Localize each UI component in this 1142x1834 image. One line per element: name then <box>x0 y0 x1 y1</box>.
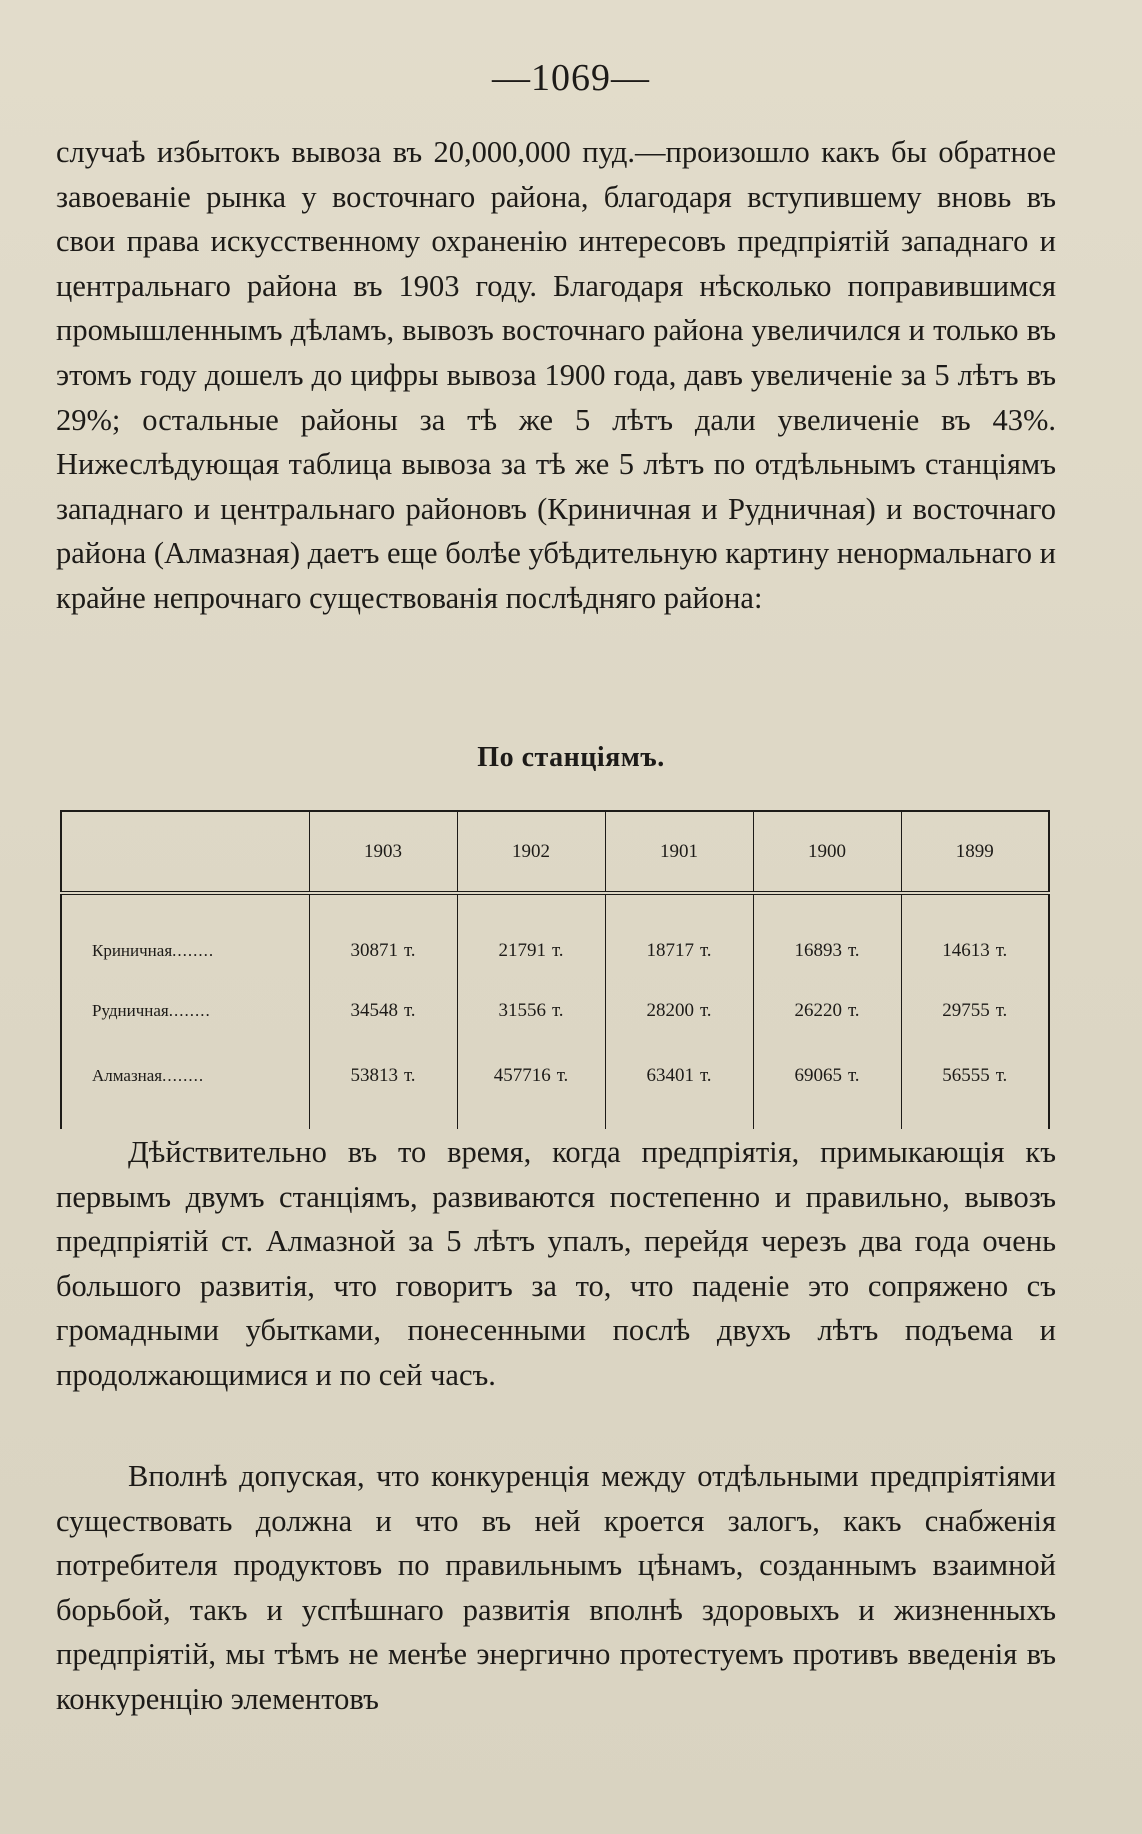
table-row <box>61 893 1049 981</box>
header-year: 1903 <box>309 811 457 893</box>
unit: т. <box>699 1065 712 1086</box>
value-cell <box>309 1041 457 1129</box>
value: 18717 <box>646 940 694 961</box>
value: 26220 <box>794 1000 842 1021</box>
value: 63401 <box>646 1065 694 1086</box>
value: 16893 <box>794 940 842 961</box>
unit: т. <box>699 940 712 961</box>
dot-leader <box>172 941 214 960</box>
value: 56555 <box>942 1065 990 1086</box>
value: 29755 <box>942 1000 990 1021</box>
table-row <box>61 981 1049 1041</box>
header-year: 1899 <box>901 811 1049 893</box>
station-name: Криничная <box>92 941 173 960</box>
unit: т. <box>403 940 416 961</box>
table-title: По станцiямъ. <box>477 742 665 773</box>
paragraph-intro: случаѣ избытокъ вывоза въ 20,000,000 пуд.—произошло какъ бы обратное завоеванiе рынка у восточнаго района, благодаря вступившему вновь въ свои права искусственному охраненiю интересовъ предпрiятiй западнаго и центральнаго района въ 1903 году. Благодаря нѣсколько поправившимся промышленнымъ дѣламъ, вывозъ восточнаго района увеличился и только въ этомъ году дошелъ до цифры вывоза 1900 года, давъ увеличенiе за 5 лѣтъ въ 29%; остальные районы за тѣ же 5 лѣтъ дали увеличенiе въ 43%. Нижеслѣдующая таблица вывоза за тѣ же 5 лѣтъ по отдѣльнымъ станцiямъ западнаго и центральнаго районовъ (Криничная и Рудничная) и восточнаго района (Алмазная) даетъ еще болѣе убѣдительную картину ненормальнаго и крайне непрочнаго существованiя послѣдняго района: <box>56 135 1056 615</box>
unit: т. <box>551 1000 564 1021</box>
value-cell <box>753 1041 901 1129</box>
value-cell <box>605 981 753 1041</box>
header-year: 1900 <box>753 811 901 893</box>
value: 21791 <box>498 940 546 961</box>
unit: т. <box>551 940 564 961</box>
unit: т. <box>403 1065 416 1086</box>
value-cell <box>605 893 753 981</box>
value-cell <box>309 893 457 981</box>
unit: т. <box>699 1000 712 1021</box>
unit: т. <box>847 1065 860 1086</box>
value: 457716 <box>493 1065 551 1086</box>
unit: т. <box>995 1000 1008 1021</box>
station-name: Алмазная <box>92 1066 163 1085</box>
value-cell <box>901 1041 1049 1129</box>
station-name-cell <box>61 981 309 1041</box>
unit: т. <box>403 1000 416 1021</box>
value: 28200 <box>646 1000 694 1021</box>
paragraph-analysis: Дѣйствительно въ то время, когда предпрiятiя, примыкающiя къ первымъ двумъ станцiямъ, развиваются постепенно и правильно, вывозъ предпрiятiй ст. Алмазной за 5 лѣтъ упалъ, перейдя черезъ два года очень большого развитiя, что говоритъ за то, что паденiе это сопряжено съ громадными убытками, понесенными послѣ двухъ лѣтъ подъема и продолжающимися и по сей часъ. <box>56 1135 1056 1392</box>
value-cell <box>901 893 1049 981</box>
value: 69065 <box>794 1065 842 1086</box>
dot-leader <box>169 1001 211 1020</box>
value: 53813 <box>350 1065 398 1086</box>
value-cell <box>753 893 901 981</box>
value-cell <box>457 981 605 1041</box>
header-year: 1902 <box>457 811 605 893</box>
value-cell <box>753 981 901 1041</box>
export-by-station-table <box>60 810 1050 1129</box>
unit: т. <box>847 1000 860 1021</box>
header-station-column <box>61 811 309 893</box>
station-name: Рудничная <box>92 1001 169 1020</box>
value-cell <box>457 893 605 981</box>
unit: т. <box>556 1065 569 1086</box>
value-cell <box>309 981 457 1041</box>
station-name-cell <box>61 1041 309 1129</box>
header-year: 1901 <box>605 811 753 893</box>
value: 30871 <box>350 940 398 961</box>
value: 34548 <box>350 1000 398 1021</box>
unit: т. <box>847 940 860 961</box>
station-name-cell <box>61 893 309 981</box>
value-cell <box>605 1041 753 1129</box>
value-cell <box>457 1041 605 1129</box>
dot-leader <box>162 1066 204 1085</box>
value: 31556 <box>498 1000 546 1021</box>
unit: т. <box>995 1065 1008 1086</box>
page-number: —1069— <box>492 57 650 99</box>
unit: т. <box>995 940 1008 961</box>
table-header-row <box>61 811 1049 893</box>
table-row <box>61 1041 1049 1129</box>
paragraph-protest: Вполнѣ допуская, что конкуренцiя между отдѣльными предпрiятiями существовать должна и что въ ней кроется залогъ, какъ снабженiя потребителя продуктовъ по правильнымъ цѣнамъ, созданнымъ взаимной борьбой, такъ и успѣшнаго развитiя вполнѣ здоровыхъ и жизненныхъ предпрiятiй, мы тѣмъ не менѣе энергично протестуемъ противъ введенiя въ конкуренцiю элементовъ <box>56 1459 1056 1716</box>
value: 14613 <box>942 940 990 961</box>
value-cell <box>901 981 1049 1041</box>
